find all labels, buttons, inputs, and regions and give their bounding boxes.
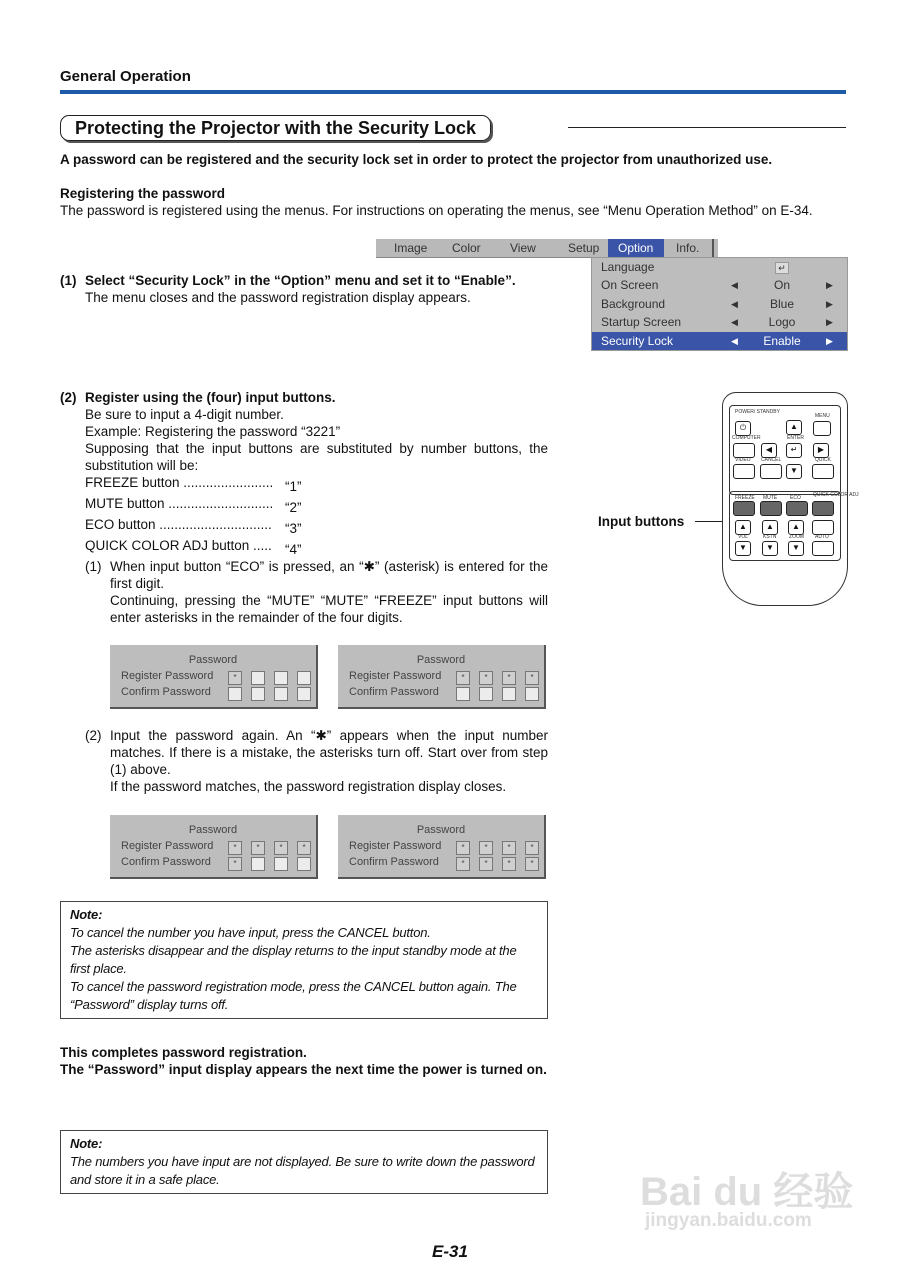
mapping-button: QUICK COLOR ADJ button .....	[85, 538, 272, 553]
auto-label: AUTO	[815, 534, 829, 540]
registering-heading: Registering the password	[60, 186, 226, 201]
osd-row-background[interactable]	[592, 295, 847, 313]
confirm-password-row	[349, 856, 455, 868]
step-title: Select “Security Lock” in the “Option” menu and set it to “Enable”.	[85, 273, 516, 288]
eco-button[interactable]	[786, 501, 808, 516]
page-title: Protecting the Projector with the Security Lock	[60, 115, 491, 141]
osd-tab-setup[interactable]: Setup	[568, 241, 600, 255]
mapping-row	[85, 516, 548, 537]
confirm-password-row	[121, 686, 227, 698]
substep-text: Input the password again. An “✱” appears when the input number matches. If there is a mistake, the asterisks turn off. Start over from step (1) above.	[110, 728, 548, 777]
note-line: The numbers you have input are not displayed. Be sure to write down the password and store it in a safe place.	[70, 1154, 535, 1187]
password-digit-box[interactable]	[297, 841, 311, 855]
osd-row-label: Startup Screen	[601, 315, 682, 330]
mapping-button: ECO button ..............................	[85, 517, 272, 532]
password-dialog-title: Password	[416, 654, 466, 666]
mapping-row	[85, 537, 548, 558]
power-button[interactable]	[735, 421, 751, 436]
computer-label: COMPUTER	[732, 435, 761, 441]
password-dialog	[110, 815, 318, 879]
password-digit-box[interactable]	[228, 857, 242, 871]
input-buttons-callout: Input buttons	[598, 514, 685, 529]
asterisk-icon: *	[461, 673, 465, 682]
enter-icon: ↵	[775, 262, 789, 274]
arrow-left-icon: ◀	[731, 317, 738, 328]
header-rule	[60, 90, 846, 94]
cancel-button[interactable]	[760, 464, 782, 479]
arrow-down-icon: ▼	[790, 466, 798, 475]
power-label: POWER/ STANDBY	[735, 409, 780, 415]
osd-row-on-screen[interactable]	[592, 276, 847, 294]
note-line: The asterisks disappear and the display returns to the input standby mode at the first place.	[70, 943, 517, 976]
password-digit-box[interactable]	[228, 671, 242, 685]
osd-row-value: On	[773, 278, 790, 293]
password-digit-box[interactable]	[251, 841, 265, 855]
password-dialog-title: Password	[188, 824, 238, 836]
completion-line: This completes password registration.	[60, 1045, 307, 1060]
quick-label: QUICK	[815, 457, 831, 463]
asterisk-icon: *	[507, 843, 511, 852]
password-digit-box[interactable]	[502, 841, 516, 855]
enter-button[interactable]	[786, 443, 802, 458]
asterisk-icon: *	[530, 843, 534, 852]
step-2	[60, 389, 548, 558]
asterisk-icon: *	[530, 673, 534, 682]
title-rule	[568, 127, 846, 128]
asterisk-icon: *	[233, 673, 237, 682]
mapping-digit: “1”	[285, 479, 302, 494]
substep-1	[85, 558, 548, 626]
osd-row-value: Logo	[768, 315, 796, 330]
password-digit-box[interactable]	[297, 671, 311, 685]
video-label: VIDEO	[735, 457, 751, 463]
password-digit-box[interactable]	[479, 857, 493, 871]
note-line: To cancel the password registration mode, press the CANCEL button again. The “Password” display turns off.	[70, 979, 517, 1012]
osd-option-panel	[591, 257, 848, 351]
register-password-row	[349, 840, 455, 852]
zoom-up-button[interactable]	[788, 520, 804, 535]
confirm-password-label: Confirm Password	[121, 856, 211, 868]
register-password-label: Register Password	[349, 840, 442, 852]
step-line: Supposing that the input buttons are substituted by number buttons, the substitution will be:	[85, 441, 548, 473]
step-number: (2)	[60, 390, 77, 405]
mapping-digit: “4”	[285, 542, 302, 557]
note-box	[60, 901, 548, 1019]
mapping-row	[85, 474, 548, 495]
password-digit-box[interactable]	[297, 687, 311, 701]
arrow-right-icon: ▶	[826, 298, 833, 309]
confirm-password-row	[349, 686, 455, 698]
note-title: Note:	[70, 1136, 103, 1151]
osd-row-value: Enable	[763, 333, 801, 348]
quick-color-adj-button[interactable]	[812, 501, 834, 516]
confirm-password-label: Confirm Password	[121, 686, 211, 698]
password-digit-box[interactable]	[251, 687, 265, 701]
osd-row-language[interactable]	[592, 258, 847, 276]
arrow-left-icon: ◀	[731, 335, 738, 346]
asterisk-icon: *	[484, 843, 488, 852]
asterisk-icon: *	[302, 843, 306, 852]
menu-label: MENU	[815, 413, 830, 419]
arrow-right-icon: ▶	[817, 445, 825, 454]
osd-row-label: Security Lock	[601, 333, 674, 348]
confirm-password-label: Confirm Password	[349, 686, 439, 698]
mapping-row	[85, 495, 548, 516]
section-header: General Operation	[60, 68, 191, 85]
aspect-button[interactable]	[812, 520, 834, 535]
enter-label: ENTER	[787, 435, 804, 441]
password-digit-box[interactable]	[479, 841, 493, 855]
password-digit-box[interactable]	[274, 857, 288, 871]
arrow-down-icon: ▼	[792, 543, 800, 552]
asterisk-icon: *	[507, 859, 511, 868]
vol-label: VOL	[738, 534, 749, 540]
quick-button[interactable]	[812, 464, 834, 479]
completion-text	[60, 1044, 548, 1078]
password-digit-box[interactable]	[502, 687, 516, 701]
osd-menu-bar	[376, 239, 718, 258]
confirm-password-row	[121, 856, 227, 868]
register-password-label: Register Password	[349, 670, 442, 682]
kstn-down-button[interactable]	[762, 541, 778, 556]
arrow-left-icon: ◀	[731, 298, 738, 309]
vol-down-button[interactable]	[735, 541, 751, 556]
confirm-password-label: Confirm Password	[349, 856, 439, 868]
password-digit-box[interactable]	[456, 687, 470, 701]
asterisk-icon: *	[256, 843, 260, 852]
enter-icon: ↵	[790, 445, 798, 454]
password-digit-box[interactable]	[274, 687, 288, 701]
password-digit-box[interactable]	[502, 671, 516, 685]
asterisk-icon: *	[461, 843, 465, 852]
password-dialog	[110, 645, 318, 709]
substep-2	[85, 727, 548, 795]
arrow-right-icon: ▶	[826, 335, 833, 346]
register-password-label: Register Password	[121, 670, 214, 682]
arrow-right-icon: ▶	[826, 280, 833, 291]
left-button[interactable]	[761, 443, 777, 458]
up-button[interactable]	[786, 420, 802, 435]
kstn-label: KSTN	[763, 534, 777, 540]
osd-row-label: Background	[601, 296, 666, 311]
password-digit-box[interactable]	[251, 671, 265, 685]
asterisk-icon: *	[530, 859, 534, 868]
registering-body: The password is registered using the menus. For instructions on operating the menus, see “Menu Operation Method” on E-34.	[60, 203, 813, 218]
password-digit-box[interactable]	[479, 687, 493, 701]
freeze-label: FREEZE	[735, 495, 755, 501]
step-line: Example: Registering the password “3221”	[85, 424, 341, 439]
password-digit-box[interactable]	[297, 857, 311, 871]
substep-number: (1)	[85, 559, 102, 574]
menu-button[interactable]	[813, 421, 831, 436]
step-number: (1)	[60, 273, 77, 288]
arrow-up-icon: ▲	[739, 522, 747, 531]
mute-label: MUTE	[763, 495, 778, 501]
password-dialog-title: Password	[416, 824, 466, 836]
freeze-button[interactable]	[733, 501, 755, 516]
osd-tab-option[interactable]: Option	[608, 239, 664, 257]
arrow-left-icon: ◀	[731, 280, 738, 291]
note-box	[60, 1130, 548, 1194]
substep-text: Continuing, pressing the “MUTE” “MUTE” “FREEZE” input buttons will enter asterisks in the remainder of the four digits.	[110, 593, 548, 625]
asterisk-icon: *	[507, 673, 511, 682]
asterisk-icon: *	[279, 843, 283, 852]
down-button[interactable]	[786, 464, 802, 479]
note-title: Note:	[70, 907, 103, 922]
mapping-button: MUTE button ............................	[85, 496, 274, 511]
password-digit-box[interactable]	[456, 841, 470, 855]
password-digit-box[interactable]	[525, 841, 539, 855]
power-icon: ⏻	[739, 423, 747, 432]
step-body: The menu closes and the password registration display appears.	[85, 290, 471, 305]
kstn-up-button[interactable]	[762, 520, 778, 535]
cancel-label: CANCEL	[761, 457, 782, 463]
auto-button[interactable]	[812, 541, 834, 556]
password-digit-box[interactable]	[274, 671, 288, 685]
password-digit-box[interactable]	[274, 841, 288, 855]
asterisk-icon: *	[484, 859, 488, 868]
osd-tab-view[interactable]: View	[510, 241, 536, 255]
password-digit-box[interactable]	[479, 671, 493, 685]
mapping-button: FREEZE button ........................	[85, 475, 274, 490]
step-line: Be sure to input a 4-digit number.	[85, 407, 284, 422]
arrow-up-icon: ▲	[790, 422, 798, 431]
password-digit-box[interactable]	[525, 857, 539, 871]
password-dialog	[338, 645, 546, 709]
arrow-left-icon: ◀	[765, 445, 773, 454]
substep-text: If the password matches, the password registration display closes.	[110, 779, 507, 794]
osd-row-value: Blue	[769, 296, 795, 311]
password-digit-box[interactable]	[525, 687, 539, 701]
eco-label: ECO	[790, 495, 801, 501]
osd-row-security-lock[interactable]	[592, 332, 847, 350]
password-digit-box[interactable]	[251, 857, 265, 871]
asterisk-icon: *	[233, 859, 237, 868]
arrow-down-icon: ▼	[766, 543, 774, 552]
watermark-url: jingyan.baidu.com	[645, 1210, 812, 1231]
password-digit-box[interactable]	[456, 671, 470, 685]
watermark-logo: Bai du 经验	[640, 1170, 854, 1214]
password-digit-box[interactable]	[228, 841, 242, 855]
password-dialog	[338, 815, 546, 879]
osd-tab-info[interactable]: Info.	[664, 239, 714, 257]
register-password-row	[121, 670, 227, 682]
password-digit-box[interactable]	[525, 671, 539, 685]
remote-control	[722, 392, 859, 606]
password-digit-box[interactable]	[228, 687, 242, 701]
osd-row-label: Language	[601, 260, 655, 274]
substep-number: (2)	[85, 728, 102, 743]
video-button[interactable]	[733, 464, 755, 479]
osd-tab-color[interactable]: Color	[452, 241, 481, 255]
arrow-down-icon: ▼	[739, 543, 747, 552]
step-title: Register using the (four) input buttons.	[85, 390, 336, 405]
zoom-label: ZOOM	[789, 534, 804, 540]
quick-color-adj-label: QUICK COLOR ADJ	[813, 492, 859, 498]
mapping-digit: “2”	[285, 500, 302, 515]
osd-row-startup-screen[interactable]	[592, 313, 847, 331]
register-password-row	[349, 670, 455, 682]
osd-row-label: On Screen	[601, 278, 659, 293]
right-button[interactable]	[813, 443, 829, 458]
substep-text: When input button “ECO” is pressed, an “✱” (asterisk) is entered for the first digit.	[110, 559, 548, 591]
arrow-up-icon: ▲	[792, 522, 800, 531]
page-number: E-31	[432, 1242, 468, 1261]
password-dialog-title: Password	[188, 654, 238, 666]
completion-line: The “Password” input display appears the next time the power is turned on.	[60, 1062, 547, 1077]
step-1	[60, 272, 540, 306]
mute-button[interactable]	[760, 501, 782, 516]
zoom-down-button[interactable]	[788, 541, 804, 556]
osd-tab-image[interactable]: Image	[394, 241, 428, 255]
vol-up-button[interactable]	[735, 520, 751, 535]
arrow-up-icon: ▲	[766, 522, 774, 531]
password-digit-box[interactable]	[502, 857, 516, 871]
password-digit-box[interactable]	[456, 857, 470, 871]
intro-text: A password can be registered and the security lock set in order to protect the projector from unauthorized use.	[60, 152, 773, 167]
note-line: To cancel the number you have input, press the CANCEL button.	[70, 925, 431, 940]
register-password-row	[121, 840, 227, 852]
arrow-right-icon: ▶	[826, 317, 833, 328]
asterisk-icon: *	[484, 673, 488, 682]
computer-button[interactable]	[733, 443, 755, 458]
mapping-digit: “3”	[285, 521, 302, 536]
asterisk-icon: *	[233, 843, 237, 852]
register-password-label: Register Password	[121, 840, 214, 852]
asterisk-icon: *	[461, 859, 465, 868]
